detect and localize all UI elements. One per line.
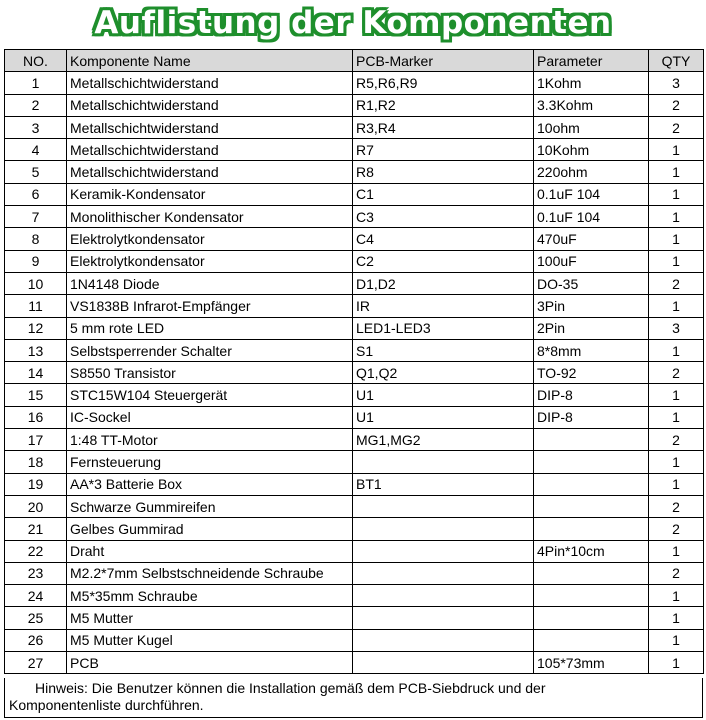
cell-no: 7 (5, 206, 67, 228)
cell-no: 5 (5, 161, 67, 183)
cell-pcb-marker (353, 540, 534, 562)
cell-no: 20 (5, 495, 67, 517)
page-title: Auflistung der Komponenten (94, 5, 612, 41)
header-no: NO. (5, 50, 67, 72)
cell-pcb-marker: U1 (353, 384, 534, 406)
cell-qty: 1 (649, 473, 704, 495)
cell-qty: 1 (649, 384, 704, 406)
cell-pcb-marker: R5,R6,R9 (353, 72, 534, 94)
table-row (5, 384, 704, 406)
cell-no: 18 (5, 451, 67, 473)
cell-no: 14 (5, 362, 67, 384)
table-row (5, 473, 704, 495)
cell-no: 21 (5, 518, 67, 540)
cell-pcb-marker: D1,D2 (353, 272, 534, 294)
table-row (5, 652, 704, 674)
cell-qty: 1 (649, 652, 704, 674)
cell-no: 19 (5, 473, 67, 495)
table-header-row (5, 50, 704, 72)
cell-qty: 1 (649, 139, 704, 161)
cell-qty: 1 (649, 629, 704, 651)
cell-no: 25 (5, 607, 67, 629)
cell-component-name: M5*35mm Schraube (67, 585, 353, 607)
table-row (5, 295, 704, 317)
cell-parameter: 0.1uF 104 (534, 206, 649, 228)
cell-component-name: Gelbes Gummirad (67, 518, 353, 540)
header-qty: QTY (649, 50, 704, 72)
cell-no: 24 (5, 585, 67, 607)
cell-component-name: 5 mm rote LED (67, 317, 353, 339)
cell-pcb-marker: R3,R4 (353, 116, 534, 138)
cell-no: 10 (5, 272, 67, 294)
cell-pcb-marker (353, 495, 534, 517)
cell-no: 12 (5, 317, 67, 339)
cell-qty: 1 (649, 540, 704, 562)
cell-component-name: M2.2*7mm Selbstschneidende Schraube (67, 562, 353, 584)
cell-component-name: Fernsteuerung (67, 451, 353, 473)
table-row (5, 540, 704, 562)
cell-qty: 1 (649, 406, 704, 428)
cell-no: 26 (5, 629, 67, 651)
cell-parameter (534, 473, 649, 495)
table-row (5, 139, 704, 161)
cell-parameter: 105*73mm (534, 652, 649, 674)
cell-parameter: 0.1uF 104 (534, 183, 649, 205)
cell-pcb-marker: C2 (353, 250, 534, 272)
cell-component-name: Metallschichtwiderstand (67, 139, 353, 161)
cell-pcb-marker (353, 629, 534, 651)
cell-no: 4 (5, 139, 67, 161)
cell-parameter (534, 585, 649, 607)
cell-parameter: 10Kohm (534, 139, 649, 161)
cell-component-name: Metallschichtwiderstand (67, 72, 353, 94)
cell-parameter (534, 607, 649, 629)
cell-parameter: 4Pin*10cm (534, 540, 649, 562)
cell-component-name: Metallschichtwiderstand (67, 116, 353, 138)
table-row (5, 629, 704, 651)
cell-component-name: Keramik-Kondensator (67, 183, 353, 205)
cell-qty: 1 (649, 228, 704, 250)
cell-pcb-marker: R1,R2 (353, 94, 534, 116)
cell-parameter (534, 629, 649, 651)
cell-no: 17 (5, 429, 67, 451)
cell-component-name: PCB (67, 652, 353, 674)
cell-qty: 2 (649, 116, 704, 138)
cell-qty: 2 (649, 362, 704, 384)
cell-qty: 2 (649, 518, 704, 540)
cell-pcb-marker: BT1 (353, 473, 534, 495)
cell-qty: 1 (649, 451, 704, 473)
cell-component-name: S8550 Transistor (67, 362, 353, 384)
cell-parameter (534, 451, 649, 473)
cell-parameter: 220ohm (534, 161, 649, 183)
cell-qty: 1 (649, 295, 704, 317)
table-row (5, 406, 704, 428)
cell-component-name: Elektrolytkondensator (67, 228, 353, 250)
note-line-2: Komponentenliste durchführen. (9, 697, 204, 713)
cell-pcb-marker: LED1-LED3 (353, 317, 534, 339)
cell-component-name: M5 Mutter Kugel (67, 629, 353, 651)
table-row (5, 72, 704, 94)
cell-parameter: 100uF (534, 250, 649, 272)
cell-component-name: VS1838B Infrarot-Empfänger (67, 295, 353, 317)
cell-no: 3 (5, 116, 67, 138)
table-row (5, 116, 704, 138)
cell-no: 16 (5, 406, 67, 428)
cell-parameter: 2Pin (534, 317, 649, 339)
cell-no: 22 (5, 540, 67, 562)
cell-pcb-marker: C1 (353, 183, 534, 205)
table-row (5, 206, 704, 228)
header-component-name: Komponente Name (67, 50, 353, 72)
table-row (5, 272, 704, 294)
note-line-1: Hinweis: Die Benutzer können die Installation gemäß dem PCB-Siebdruck und der (35, 680, 546, 696)
cell-component-name: STC15W104 Steuergerät (67, 384, 353, 406)
cell-parameter: 3.3Kohm (534, 94, 649, 116)
cell-component-name: Monolithischer Kondensator (67, 206, 353, 228)
cell-pcb-marker (353, 652, 534, 674)
cell-pcb-marker (353, 585, 534, 607)
cell-component-name: 1:48 TT-Motor (67, 429, 353, 451)
cell-pcb-marker (353, 518, 534, 540)
table-row (5, 161, 704, 183)
cell-component-name: M5 Mutter (67, 607, 353, 629)
cell-pcb-marker (353, 562, 534, 584)
table-row (5, 183, 704, 205)
cell-component-name: Schwarze Gummireifen (67, 495, 353, 517)
table-row (5, 429, 704, 451)
cell-pcb-marker: R8 (353, 161, 534, 183)
cell-qty: 1 (649, 585, 704, 607)
cell-pcb-marker: U1 (353, 406, 534, 428)
cell-qty: 1 (649, 607, 704, 629)
cell-parameter: 1Kohm (534, 72, 649, 94)
cell-no: 23 (5, 562, 67, 584)
components-table (4, 49, 704, 674)
cell-pcb-marker: MG1,MG2 (353, 429, 534, 451)
table-row (5, 250, 704, 272)
cell-pcb-marker: C3 (353, 206, 534, 228)
cell-qty: 2 (649, 94, 704, 116)
cell-parameter: DIP-8 (534, 406, 649, 428)
cell-pcb-marker: C4 (353, 228, 534, 250)
cell-parameter: TO-92 (534, 362, 649, 384)
cell-parameter: 3Pin (534, 295, 649, 317)
cell-component-name: IC-Sockel (67, 406, 353, 428)
cell-qty: 1 (649, 250, 704, 272)
cell-component-name: Metallschichtwiderstand (67, 161, 353, 183)
cell-parameter (534, 518, 649, 540)
cell-parameter: DO-35 (534, 272, 649, 294)
cell-no: 2 (5, 94, 67, 116)
cell-parameter: 10ohm (534, 116, 649, 138)
cell-component-name: 1N4148 Diode (67, 272, 353, 294)
cell-pcb-marker: IR (353, 295, 534, 317)
cell-no: 8 (5, 228, 67, 250)
cell-pcb-marker (353, 607, 534, 629)
table-body (5, 72, 704, 674)
cell-qty: 1 (649, 206, 704, 228)
cell-pcb-marker (353, 451, 534, 473)
cell-no: 9 (5, 250, 67, 272)
table-row (5, 495, 704, 517)
header-parameter: Parameter (534, 50, 649, 72)
table-row (5, 451, 704, 473)
cell-pcb-marker: S1 (353, 339, 534, 361)
table-row (5, 518, 704, 540)
cell-qty: 2 (649, 562, 704, 584)
cell-qty: 1 (649, 161, 704, 183)
cell-parameter (534, 562, 649, 584)
cell-pcb-marker: Q1,Q2 (353, 362, 534, 384)
table-row (5, 607, 704, 629)
cell-no: 11 (5, 295, 67, 317)
cell-no: 15 (5, 384, 67, 406)
cell-parameter: DIP-8 (534, 384, 649, 406)
table-row (5, 94, 704, 116)
cell-no: 6 (5, 183, 67, 205)
table-row (5, 339, 704, 361)
cell-component-name: Draht (67, 540, 353, 562)
cell-no: 13 (5, 339, 67, 361)
cell-pcb-marker: R7 (353, 139, 534, 161)
cell-qty: 3 (649, 72, 704, 94)
cell-qty: 2 (649, 495, 704, 517)
cell-component-name: Elektrolytkondensator (67, 250, 353, 272)
cell-component-name: Selbstsperrender Schalter (67, 339, 353, 361)
table-row (5, 585, 704, 607)
cell-component-name: AA*3 Batterie Box (67, 473, 353, 495)
cell-parameter: 8*8mm (534, 339, 649, 361)
note-box (4, 678, 703, 718)
table-row (5, 228, 704, 250)
table-row (5, 317, 704, 339)
cell-qty: 1 (649, 339, 704, 361)
cell-parameter (534, 495, 649, 517)
cell-qty: 2 (649, 429, 704, 451)
table-row (5, 562, 704, 584)
cell-qty: 1 (649, 183, 704, 205)
cell-no: 1 (5, 72, 67, 94)
cell-component-name: Metallschichtwiderstand (67, 94, 353, 116)
table-row (5, 362, 704, 384)
cell-qty: 3 (649, 317, 704, 339)
header-pcb-marker: PCB-Marker (353, 50, 534, 72)
cell-parameter (534, 429, 649, 451)
cell-qty: 2 (649, 272, 704, 294)
cell-no: 27 (5, 652, 67, 674)
cell-parameter: 470uF (534, 228, 649, 250)
